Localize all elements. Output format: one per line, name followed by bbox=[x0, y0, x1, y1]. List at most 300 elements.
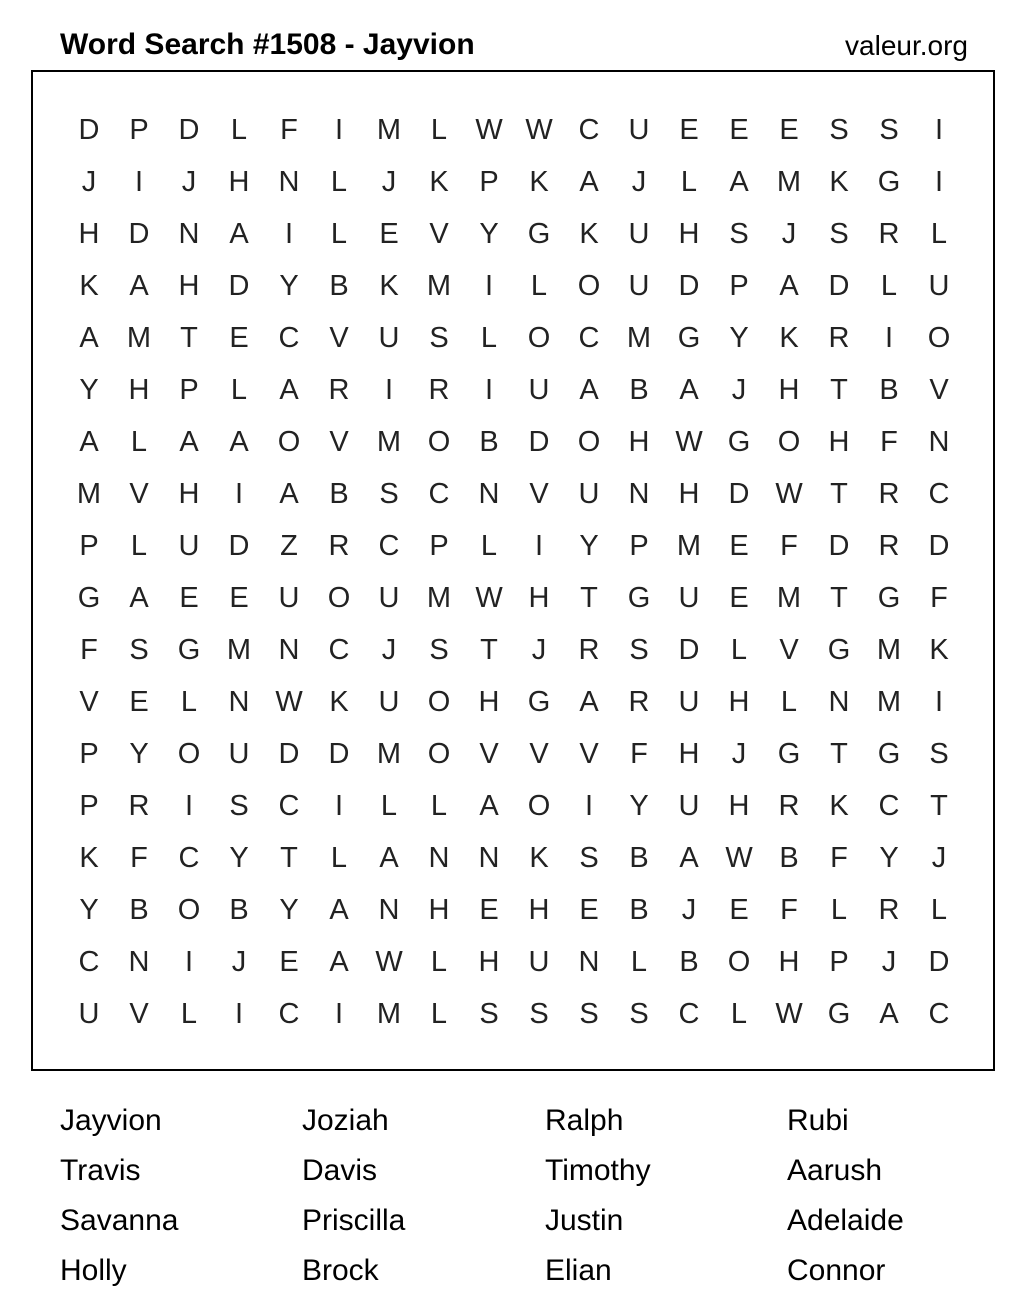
grid-letter[interactable]: E bbox=[779, 113, 799, 146]
grid-letter[interactable]: L bbox=[230, 113, 248, 146]
grid-letter[interactable]: T bbox=[830, 373, 848, 406]
grid-letter[interactable]: N bbox=[928, 425, 950, 458]
grid-letter[interactable]: J bbox=[781, 217, 797, 250]
grid-letter[interactable]: I bbox=[484, 269, 494, 302]
grid-letter[interactable]: G bbox=[677, 321, 701, 354]
grid-letter[interactable]: N bbox=[228, 685, 250, 718]
grid-letter[interactable]: A bbox=[329, 893, 349, 926]
grid-letter[interactable]: I bbox=[334, 789, 344, 822]
grid-letter[interactable]: W bbox=[675, 425, 703, 458]
grid-letter[interactable]: P bbox=[729, 269, 749, 302]
grid-letter[interactable]: P bbox=[629, 529, 649, 562]
grid-letter[interactable]: J bbox=[81, 165, 97, 198]
grid-letter[interactable]: T bbox=[930, 789, 948, 822]
grid-letter[interactable]: A bbox=[79, 425, 99, 458]
grid-letter[interactable]: M bbox=[76, 477, 102, 510]
grid-letter[interactable]: I bbox=[234, 477, 244, 510]
grid-letter[interactable]: E bbox=[729, 529, 749, 562]
grid-letter[interactable]: I bbox=[484, 373, 494, 406]
grid-letter[interactable]: L bbox=[180, 997, 198, 1030]
grid-letter[interactable]: K bbox=[529, 841, 549, 874]
grid-letter[interactable]: E bbox=[729, 113, 749, 146]
grid-letter[interactable]: E bbox=[679, 113, 699, 146]
grid-letter[interactable]: S bbox=[579, 997, 599, 1030]
grid-letter[interactable]: M bbox=[376, 113, 402, 146]
grid-letter[interactable]: D bbox=[128, 217, 150, 250]
grid-letter[interactable]: O bbox=[577, 425, 601, 458]
grid-letter[interactable]: M bbox=[876, 633, 902, 666]
grid-letter[interactable]: R bbox=[878, 217, 900, 250]
grid-letter[interactable]: B bbox=[329, 477, 349, 510]
grid-letter[interactable]: M bbox=[776, 165, 802, 198]
grid-letter[interactable]: N bbox=[828, 685, 850, 718]
grid-letter[interactable]: R bbox=[328, 529, 350, 562]
grid-letter[interactable]: T bbox=[830, 737, 848, 770]
grid-letter[interactable]: N bbox=[378, 893, 400, 926]
grid-letter[interactable]: J bbox=[681, 893, 697, 926]
grid-letter[interactable]: U bbox=[178, 529, 200, 562]
grid-letter[interactable]: F bbox=[80, 633, 98, 666]
grid-letter[interactable]: S bbox=[379, 477, 399, 510]
grid-letter[interactable]: E bbox=[479, 893, 499, 926]
grid-letter[interactable]: S bbox=[629, 997, 649, 1030]
grid-letter[interactable]: M bbox=[226, 633, 252, 666]
grid-letter[interactable]: Y bbox=[129, 737, 149, 770]
grid-letter[interactable]: E bbox=[579, 893, 599, 926]
grid-letter[interactable]: A bbox=[879, 997, 899, 1030]
grid-letter[interactable]: F bbox=[780, 529, 798, 562]
grid-letter[interactable]: N bbox=[278, 165, 300, 198]
grid-letter[interactable]: A bbox=[229, 217, 249, 250]
grid-letter[interactable]: G bbox=[727, 425, 751, 458]
grid-letter[interactable]: S bbox=[829, 113, 849, 146]
grid-letter[interactable]: I bbox=[334, 113, 344, 146]
grid-letter[interactable]: C bbox=[578, 321, 600, 354]
grid-letter[interactable]: L bbox=[480, 321, 498, 354]
grid-letter[interactable]: M bbox=[626, 321, 652, 354]
grid-letter[interactable]: K bbox=[79, 841, 99, 874]
grid-letter[interactable]: I bbox=[184, 789, 194, 822]
grid-letter[interactable]: R bbox=[878, 477, 900, 510]
grid-letter[interactable]: E bbox=[129, 685, 149, 718]
grid-letter[interactable]: U bbox=[528, 945, 550, 978]
grid-letter[interactable]: W bbox=[725, 841, 753, 874]
grid-letter[interactable]: L bbox=[530, 269, 548, 302]
grid-letter[interactable]: A bbox=[479, 789, 499, 822]
grid-letter[interactable]: V bbox=[479, 737, 499, 770]
grid-letter[interactable]: T bbox=[280, 841, 298, 874]
grid-letter[interactable]: R bbox=[628, 685, 650, 718]
grid-letter[interactable]: P bbox=[829, 945, 849, 978]
grid-letter[interactable]: A bbox=[229, 425, 249, 458]
grid-letter[interactable]: C bbox=[678, 997, 700, 1030]
grid-letter[interactable]: I bbox=[934, 113, 944, 146]
grid-letter[interactable]: M bbox=[376, 737, 402, 770]
grid-letter[interactable]: C bbox=[378, 529, 400, 562]
grid-letter[interactable]: V bbox=[529, 737, 549, 770]
grid-letter[interactable]: R bbox=[828, 321, 850, 354]
grid-letter[interactable]: E bbox=[729, 893, 749, 926]
grid-letter[interactable]: L bbox=[730, 997, 748, 1030]
grid-letter[interactable]: G bbox=[877, 737, 901, 770]
grid-letter[interactable]: N bbox=[428, 841, 450, 874]
grid-letter[interactable]: A bbox=[279, 373, 299, 406]
grid-letter[interactable]: S bbox=[729, 217, 749, 250]
grid-letter[interactable]: Z bbox=[280, 529, 298, 562]
grid-letter[interactable]: W bbox=[525, 113, 553, 146]
grid-letter[interactable]: Y bbox=[629, 789, 649, 822]
grid-letter[interactable]: C bbox=[428, 477, 450, 510]
grid-letter[interactable]: L bbox=[130, 425, 148, 458]
grid-letter[interactable]: T bbox=[580, 581, 598, 614]
grid-letter[interactable]: M bbox=[426, 269, 452, 302]
grid-letter[interactable]: D bbox=[828, 529, 850, 562]
grid-letter[interactable]: I bbox=[184, 945, 194, 978]
grid-letter[interactable]: F bbox=[130, 841, 148, 874]
grid-letter[interactable]: U bbox=[678, 581, 700, 614]
grid-letter[interactable]: W bbox=[475, 581, 503, 614]
grid-letter[interactable]: U bbox=[378, 685, 400, 718]
grid-letter[interactable]: H bbox=[678, 737, 700, 770]
grid-letter[interactable]: K bbox=[79, 269, 99, 302]
grid-letter[interactable]: U bbox=[228, 737, 250, 770]
grid-letter[interactable]: I bbox=[934, 165, 944, 198]
grid-letter[interactable]: D bbox=[78, 113, 100, 146]
grid-letter[interactable]: L bbox=[480, 529, 498, 562]
grid-letter[interactable]: L bbox=[430, 113, 448, 146]
grid-letter[interactable]: B bbox=[329, 269, 349, 302]
grid-letter[interactable]: B bbox=[229, 893, 249, 926]
grid-letter[interactable]: M bbox=[376, 997, 402, 1030]
grid-letter[interactable]: Y bbox=[879, 841, 899, 874]
grid-letter[interactable]: V bbox=[329, 425, 349, 458]
grid-letter[interactable]: G bbox=[527, 685, 551, 718]
grid-letter[interactable]: M bbox=[876, 685, 902, 718]
grid-letter[interactable]: D bbox=[228, 529, 250, 562]
grid-letter[interactable]: O bbox=[527, 789, 551, 822]
grid-letter[interactable]: J bbox=[381, 165, 397, 198]
grid-letter[interactable]: A bbox=[179, 425, 199, 458]
grid-letter[interactable]: G bbox=[827, 633, 851, 666]
grid-letter[interactable]: D bbox=[678, 633, 700, 666]
grid-letter[interactable]: I bbox=[284, 217, 294, 250]
grid-letter[interactable]: R bbox=[328, 373, 350, 406]
grid-letter[interactable]: H bbox=[478, 685, 500, 718]
grid-letter[interactable]: D bbox=[728, 477, 750, 510]
grid-letter[interactable]: M bbox=[776, 581, 802, 614]
grid-letter[interactable]: D bbox=[928, 945, 950, 978]
grid-letter[interactable]: C bbox=[278, 789, 300, 822]
grid-letter[interactable]: I bbox=[934, 685, 944, 718]
grid-letter[interactable]: S bbox=[929, 737, 949, 770]
grid-letter[interactable]: D bbox=[178, 113, 200, 146]
grid-letter[interactable]: L bbox=[430, 789, 448, 822]
grid-letter[interactable]: R bbox=[128, 789, 150, 822]
grid-letter[interactable]: U bbox=[278, 581, 300, 614]
grid-letter[interactable]: P bbox=[479, 165, 499, 198]
grid-letter[interactable]: F bbox=[780, 893, 798, 926]
grid-letter[interactable]: S bbox=[629, 633, 649, 666]
grid-letter[interactable]: G bbox=[877, 581, 901, 614]
grid-letter[interactable]: G bbox=[827, 997, 851, 1030]
grid-letter[interactable]: Y bbox=[579, 529, 599, 562]
grid-letter[interactable]: J bbox=[931, 841, 947, 874]
grid-letter[interactable]: O bbox=[427, 425, 451, 458]
grid-letter[interactable]: H bbox=[178, 269, 200, 302]
grid-letter[interactable]: K bbox=[329, 685, 349, 718]
grid-letter[interactable]: L bbox=[830, 893, 848, 926]
grid-letter[interactable]: L bbox=[130, 529, 148, 562]
grid-letter[interactable]: K bbox=[829, 165, 849, 198]
grid-letter[interactable]: S bbox=[429, 321, 449, 354]
grid-letter[interactable]: F bbox=[930, 581, 948, 614]
grid-letter[interactable]: O bbox=[177, 893, 201, 926]
grid-letter[interactable]: L bbox=[180, 685, 198, 718]
grid-letter[interactable]: V bbox=[779, 633, 799, 666]
grid-letter[interactable]: H bbox=[728, 685, 750, 718]
grid-letter[interactable]: H bbox=[678, 217, 700, 250]
grid-letter[interactable]: G bbox=[627, 581, 651, 614]
grid-letter[interactable]: N bbox=[128, 945, 150, 978]
grid-letter[interactable]: A bbox=[779, 269, 799, 302]
grid-letter[interactable]: V bbox=[429, 217, 449, 250]
grid-letter[interactable]: A bbox=[329, 945, 349, 978]
grid-letter[interactable]: A bbox=[129, 581, 149, 614]
grid-letter[interactable]: J bbox=[881, 945, 897, 978]
grid-letter[interactable]: B bbox=[129, 893, 149, 926]
grid-letter[interactable]: Y bbox=[479, 217, 499, 250]
grid-letter[interactable]: L bbox=[430, 945, 448, 978]
grid-letter[interactable]: U bbox=[628, 217, 650, 250]
grid-letter[interactable]: N bbox=[628, 477, 650, 510]
grid-letter[interactable]: B bbox=[479, 425, 499, 458]
grid-letter[interactable]: K bbox=[929, 633, 949, 666]
grid-letter[interactable]: U bbox=[378, 581, 400, 614]
grid-letter[interactable]: H bbox=[628, 425, 650, 458]
grid-letter[interactable]: L bbox=[730, 633, 748, 666]
grid-letter[interactable]: J bbox=[381, 633, 397, 666]
grid-letter[interactable]: O bbox=[427, 685, 451, 718]
grid-letter[interactable]: E bbox=[229, 581, 249, 614]
grid-letter[interactable]: Y bbox=[279, 893, 299, 926]
grid-letter[interactable]: T bbox=[180, 321, 198, 354]
grid-letter[interactable]: J bbox=[631, 165, 647, 198]
grid-letter[interactable]: A bbox=[579, 373, 599, 406]
grid-letter[interactable]: D bbox=[278, 737, 300, 770]
grid-letter[interactable]: S bbox=[879, 113, 899, 146]
grid-letter[interactable]: D bbox=[328, 737, 350, 770]
grid-letter[interactable]: R bbox=[878, 529, 900, 562]
grid-letter[interactable]: W bbox=[775, 477, 803, 510]
grid-letter[interactable]: Y bbox=[229, 841, 249, 874]
grid-letter[interactable]: I bbox=[134, 165, 144, 198]
grid-letter[interactable]: V bbox=[929, 373, 949, 406]
grid-letter[interactable]: C bbox=[578, 113, 600, 146]
grid-letter[interactable]: U bbox=[928, 269, 950, 302]
grid-letter[interactable]: H bbox=[228, 165, 250, 198]
grid-letter[interactable]: P bbox=[79, 789, 99, 822]
grid-letter[interactable]: K bbox=[829, 789, 849, 822]
grid-letter[interactable]: V bbox=[129, 997, 149, 1030]
grid-letter[interactable]: L bbox=[880, 269, 898, 302]
grid-letter[interactable]: I bbox=[884, 321, 894, 354]
grid-letter[interactable]: R bbox=[778, 789, 800, 822]
grid-letter[interactable]: I bbox=[384, 373, 394, 406]
grid-letter[interactable]: W bbox=[475, 113, 503, 146]
grid-letter[interactable]: I bbox=[234, 997, 244, 1030]
grid-letter[interactable]: I bbox=[584, 789, 594, 822]
grid-letter[interactable]: H bbox=[828, 425, 850, 458]
grid-letter[interactable]: K bbox=[779, 321, 799, 354]
grid-letter[interactable]: D bbox=[528, 425, 550, 458]
grid-letter[interactable]: H bbox=[78, 217, 100, 250]
grid-letter[interactable]: N bbox=[178, 217, 200, 250]
grid-letter[interactable]: R bbox=[878, 893, 900, 926]
grid-letter[interactable]: U bbox=[528, 373, 550, 406]
grid-letter[interactable]: U bbox=[378, 321, 400, 354]
grid-letter[interactable]: H bbox=[428, 893, 450, 926]
grid-letter[interactable]: O bbox=[177, 737, 201, 770]
grid-letter[interactable]: O bbox=[277, 425, 301, 458]
grid-letter[interactable]: W bbox=[275, 685, 303, 718]
grid-letter[interactable]: H bbox=[178, 477, 200, 510]
grid-letter[interactable]: L bbox=[930, 893, 948, 926]
grid-letter[interactable]: G bbox=[527, 217, 551, 250]
grid-letter[interactable]: F bbox=[280, 113, 298, 146]
grid-letter[interactable]: H bbox=[528, 581, 550, 614]
grid-letter[interactable]: E bbox=[379, 217, 399, 250]
grid-letter[interactable]: C bbox=[178, 841, 200, 874]
grid-letter[interactable]: J bbox=[731, 737, 747, 770]
grid-letter[interactable]: T bbox=[480, 633, 498, 666]
grid-letter[interactable]: J bbox=[181, 165, 197, 198]
grid-letter[interactable]: O bbox=[927, 321, 951, 354]
grid-letter[interactable]: M bbox=[126, 321, 152, 354]
grid-letter[interactable]: T bbox=[830, 477, 848, 510]
grid-letter[interactable]: L bbox=[930, 217, 948, 250]
grid-letter[interactable]: K bbox=[379, 269, 399, 302]
grid-letter[interactable]: R bbox=[428, 373, 450, 406]
grid-letter[interactable]: A bbox=[579, 685, 599, 718]
grid-letter[interactable]: A bbox=[379, 841, 399, 874]
grid-letter[interactable]: L bbox=[630, 945, 648, 978]
grid-letter[interactable]: P bbox=[79, 737, 99, 770]
grid-letter[interactable]: D bbox=[928, 529, 950, 562]
grid-letter[interactable]: C bbox=[928, 477, 950, 510]
grid-letter[interactable]: M bbox=[376, 425, 402, 458]
grid-letter[interactable]: J bbox=[531, 633, 547, 666]
grid-letter[interactable]: U bbox=[78, 997, 100, 1030]
grid-letter[interactable]: W bbox=[375, 945, 403, 978]
grid-letter[interactable]: C bbox=[78, 945, 100, 978]
grid-letter[interactable]: L bbox=[330, 841, 348, 874]
grid-letter[interactable]: O bbox=[427, 737, 451, 770]
grid-letter[interactable]: S bbox=[229, 789, 249, 822]
grid-letter[interactable]: D bbox=[228, 269, 250, 302]
grid-letter[interactable]: D bbox=[678, 269, 700, 302]
grid-letter[interactable]: S bbox=[579, 841, 599, 874]
grid-letter[interactable]: Y bbox=[79, 373, 99, 406]
grid-letter[interactable]: H bbox=[728, 789, 750, 822]
grid-letter[interactable]: H bbox=[778, 373, 800, 406]
grid-letter[interactable]: N bbox=[278, 633, 300, 666]
grid-letter[interactable]: G bbox=[77, 581, 101, 614]
grid-letter[interactable]: A bbox=[679, 373, 699, 406]
grid-letter[interactable]: Y bbox=[729, 321, 749, 354]
grid-letter[interactable]: S bbox=[429, 633, 449, 666]
grid-letter[interactable]: W bbox=[775, 997, 803, 1030]
grid-letter[interactable]: E bbox=[279, 945, 299, 978]
grid-letter[interactable]: T bbox=[830, 581, 848, 614]
grid-letter[interactable]: S bbox=[129, 633, 149, 666]
grid-letter[interactable]: B bbox=[629, 893, 649, 926]
grid-letter[interactable]: U bbox=[578, 477, 600, 510]
grid-letter[interactable]: E bbox=[729, 581, 749, 614]
grid-letter[interactable]: G bbox=[877, 165, 901, 198]
grid-letter[interactable]: L bbox=[780, 685, 798, 718]
grid-letter[interactable]: L bbox=[680, 165, 698, 198]
grid-letter[interactable]: V bbox=[129, 477, 149, 510]
grid-letter[interactable]: H bbox=[128, 373, 150, 406]
grid-letter[interactable]: C bbox=[928, 997, 950, 1030]
grid-letter[interactable]: D bbox=[828, 269, 850, 302]
grid-letter[interactable]: B bbox=[629, 373, 649, 406]
grid-letter[interactable]: L bbox=[380, 789, 398, 822]
grid-letter[interactable]: N bbox=[478, 841, 500, 874]
grid-letter[interactable]: P bbox=[129, 113, 149, 146]
grid-letter[interactable]: H bbox=[478, 945, 500, 978]
grid-letter[interactable]: F bbox=[630, 737, 648, 770]
grid-letter[interactable]: G bbox=[177, 633, 201, 666]
grid-letter[interactable]: V bbox=[79, 685, 99, 718]
grid-letter[interactable]: O bbox=[527, 321, 551, 354]
grid-letter[interactable]: P bbox=[79, 529, 99, 562]
grid-letter[interactable]: C bbox=[328, 633, 350, 666]
grid-letter[interactable]: U bbox=[628, 269, 650, 302]
grid-letter[interactable]: B bbox=[679, 945, 699, 978]
grid-letter[interactable]: O bbox=[777, 425, 801, 458]
grid-letter[interactable]: U bbox=[678, 685, 700, 718]
grid-letter[interactable]: M bbox=[426, 581, 452, 614]
grid-letter[interactable]: A bbox=[279, 477, 299, 510]
grid-letter[interactable]: S bbox=[829, 217, 849, 250]
grid-letter[interactable]: J bbox=[231, 945, 247, 978]
grid-letter[interactable]: H bbox=[778, 945, 800, 978]
grid-letter[interactable]: U bbox=[628, 113, 650, 146]
grid-letter[interactable]: E bbox=[229, 321, 249, 354]
grid-letter[interactable]: A bbox=[129, 269, 149, 302]
grid-letter[interactable]: N bbox=[478, 477, 500, 510]
grid-letter[interactable]: C bbox=[278, 321, 300, 354]
grid-letter[interactable]: Y bbox=[279, 269, 299, 302]
grid-letter[interactable]: O bbox=[577, 269, 601, 302]
grid-letter[interactable]: P bbox=[429, 529, 449, 562]
grid-letter[interactable]: B bbox=[779, 841, 799, 874]
grid-letter[interactable]: S bbox=[529, 997, 549, 1030]
grid-letter[interactable]: P bbox=[179, 373, 199, 406]
grid-letter[interactable]: I bbox=[334, 997, 344, 1030]
grid-letter[interactable]: M bbox=[676, 529, 702, 562]
grid-letter[interactable]: A bbox=[79, 321, 99, 354]
grid-letter[interactable]: O bbox=[727, 945, 751, 978]
grid-letter[interactable]: L bbox=[230, 373, 248, 406]
grid-letter[interactable]: L bbox=[330, 217, 348, 250]
grid-letter[interactable]: H bbox=[528, 893, 550, 926]
grid-letter[interactable]: L bbox=[330, 165, 348, 198]
grid-letter[interactable]: A bbox=[679, 841, 699, 874]
grid-letter[interactable]: R bbox=[578, 633, 600, 666]
grid-letter[interactable]: V bbox=[579, 737, 599, 770]
